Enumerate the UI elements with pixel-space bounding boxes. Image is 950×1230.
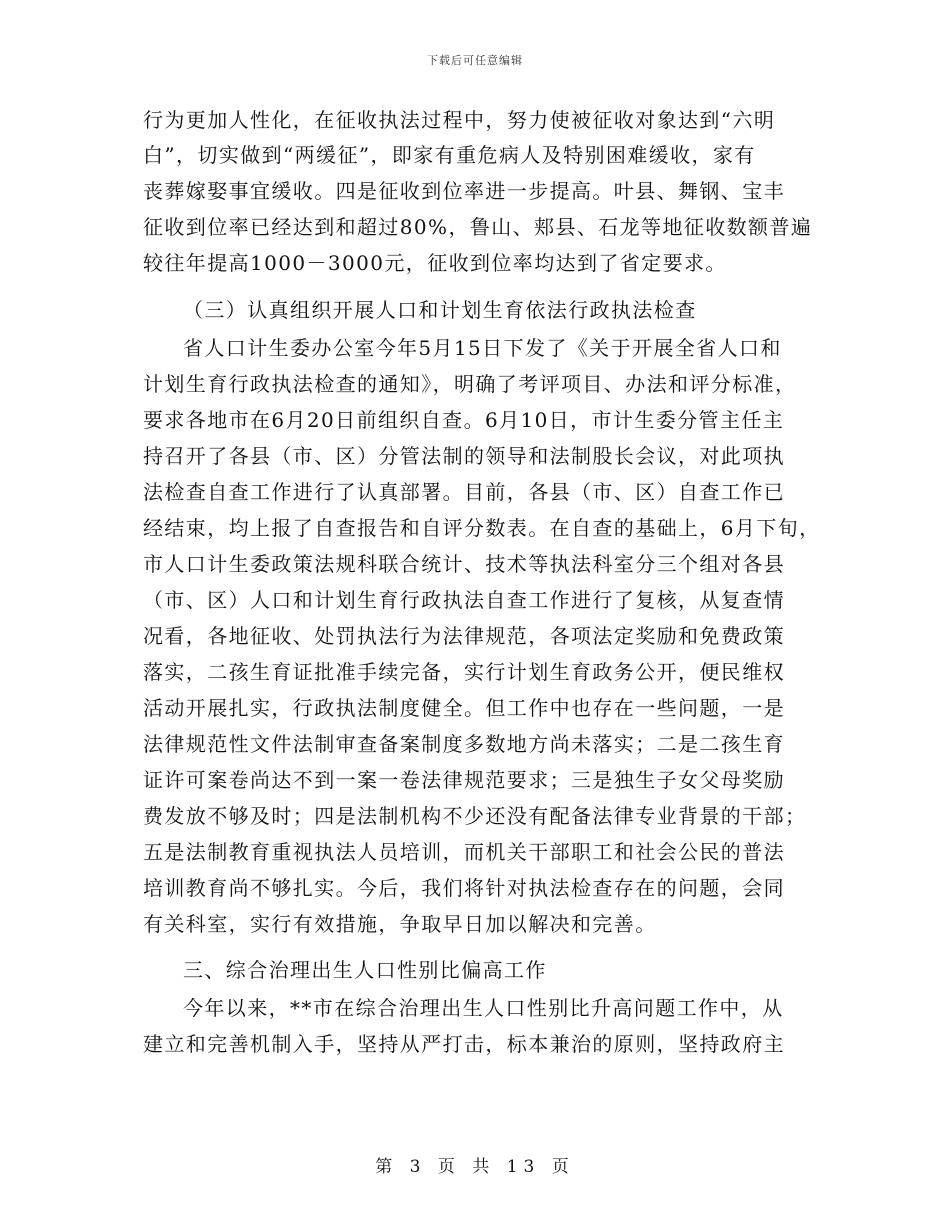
section-heading: （三）认真组织开展人口和计划生育依法行政执法检查 <box>183 298 697 322</box>
text-line: 要求各地市在6月20日前组织自查。6月10日，市计生委分管主任主 <box>143 408 785 432</box>
page-footer: 第 3 页 共 13 页 <box>375 1157 575 1177</box>
text-line: （市、区）人口和计划生育行政执法自查工作进行了复核，从复查情 <box>143 588 785 612</box>
text-line: 省人口计生委办公室今年5月15日下发了《关于开展全省人口和 <box>183 336 782 360</box>
text-line: 落实，二孩生育证批准手续完备，实行计划生育政务公开，便民维权 <box>143 660 785 684</box>
text-line: 活动开展扎实，行政执法制度健全。但工作中也存在一些问题，一是 <box>143 696 785 720</box>
text-line: 市人口计生委政策法规科联合统计、技术等执法科室分三个组对各县 <box>143 552 785 576</box>
text-line: 培训教育尚不够扎实。今后，我们将针对执法检查存在的问题，会同 <box>143 876 785 900</box>
text-line: 证许可案卷尚达不到一案一卷法律规范要求；三是独生子女父母奖励 <box>143 768 785 792</box>
text-line: 计划生育行政执法检查的通知》，明确了考评项目、办法和评分标准， <box>143 372 797 396</box>
text-line: 经结束，均上报了自查报告和自评分数表。在自查的基础上，6月下旬， <box>143 516 821 540</box>
text-line: 丧葬嫁娶事宜缓收。四是征收到位率进一步提高。叶县、舞钢、宝丰 <box>143 179 785 203</box>
text-line: 行为更加人性化，在征收执法过程中，努力使被征收对象达到“六明 <box>143 108 776 132</box>
text-line: 建立和完善机制入手，坚持从严打击，标本兼治的原则，坚持政府主 <box>143 1032 785 1056</box>
text-line: 况看，各地征收、处罚执法行为法律规范，各项法定奖励和免费政策 <box>143 624 785 648</box>
text-line: 五是法制教育重视执法人员培训，而机关干部职工和社会公民的普法 <box>143 840 785 864</box>
text-line: 费发放不够及时；四是法制机构不少还没有配备法律专业背景的干部； <box>143 804 807 828</box>
page-header: 下载后可任意编辑 <box>427 54 523 67</box>
text-line: 征收到位率已经达到和超过80%，鲁山、郏县、石龙等地征收数额普遍 <box>143 215 813 239</box>
text-line: 持召开了各县（市、区）分管法制的领导和法制股长会议，对此项执 <box>143 444 785 468</box>
section-heading: 三、综合治理出生人口性别比偏高工作 <box>183 958 547 982</box>
text-line: 较往年提高1000－3000元，征收到位率均达到了省定要求。 <box>143 251 727 275</box>
text-line: 法律规范性文件法制审查备案制度多数地方尚未落实；二是二孩生育 <box>143 732 785 756</box>
text-line: 今年以来，**市在综合治理出生人口性别比升高问题工作中，从 <box>183 996 784 1020</box>
text-line: 有关科室，实行有效措施，争取早日加以解决和完善。 <box>143 912 657 936</box>
text-line: 白”，切实做到“两缓征”，即家有重危病人及特别困难缓收，家有 <box>143 143 756 167</box>
text-line: 法检查自查工作进行了认真部署。目前，各县（市、区）自查工作已 <box>143 480 785 504</box>
